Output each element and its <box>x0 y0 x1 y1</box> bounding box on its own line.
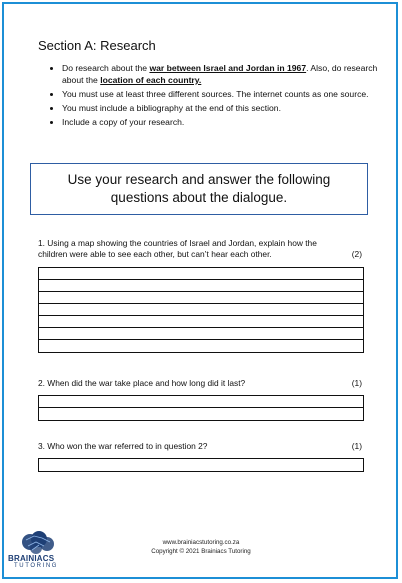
answer-line[interactable] <box>39 408 363 420</box>
question-marks: (1) <box>351 378 362 388</box>
instruction-item: • You must include a bibliography at the end of this section. <box>62 102 378 114</box>
answer-line[interactable] <box>39 280 363 292</box>
question-text: 3. Who won the war referred to in question 2? <box>38 441 208 451</box>
question-marks: (1) <box>351 441 362 451</box>
answer-lines[interactable] <box>38 267 364 353</box>
section-title: Section A: Research <box>38 38 156 53</box>
question-3 <box>38 441 364 452</box>
answer-line[interactable] <box>39 316 363 328</box>
instruction-item: • Include a copy of your research. <box>62 116 378 128</box>
footer-copyright: Copyright © 2021 Brainiacs Tutoring <box>151 548 251 555</box>
answer-line[interactable] <box>39 292 363 304</box>
instruction-callout: Use your research and answer the following questions about the dialogue. <box>30 163 368 215</box>
instruction-item: • Do research about the war between Israel and Jordan in 1967. Also, do research about the location of each country. <box>62 62 378 86</box>
answer-lines[interactable] <box>38 458 364 472</box>
footer <box>0 538 402 556</box>
answer-line[interactable] <box>39 340 363 352</box>
question-marks: (2) <box>351 249 362 259</box>
footer-url[interactable]: www.brainiacstutoring.co.za <box>162 539 240 546</box>
answer-line[interactable] <box>39 459 363 471</box>
instruction-list <box>48 62 378 130</box>
answer-line[interactable] <box>39 268 363 280</box>
question-text: 1. Using a map showing the countries of Israel and Jordan, explain how the children were able to see each other, but can’t hear each other. <box>38 238 317 259</box>
answer-line[interactable] <box>39 396 363 408</box>
logo-subtitle: TUTORING <box>14 563 59 569</box>
question-1 <box>38 238 364 260</box>
question-2 <box>38 378 364 389</box>
answer-line[interactable] <box>39 328 363 340</box>
logo-name: BRAINIACS <box>8 554 55 563</box>
answer-lines[interactable] <box>38 395 364 421</box>
answer-line[interactable] <box>39 304 363 316</box>
instruction-item: • You must use at least three different sources. The internet counts as one source. <box>62 88 378 100</box>
question-text: 2. When did the war take place and how long did it last? <box>38 378 246 388</box>
